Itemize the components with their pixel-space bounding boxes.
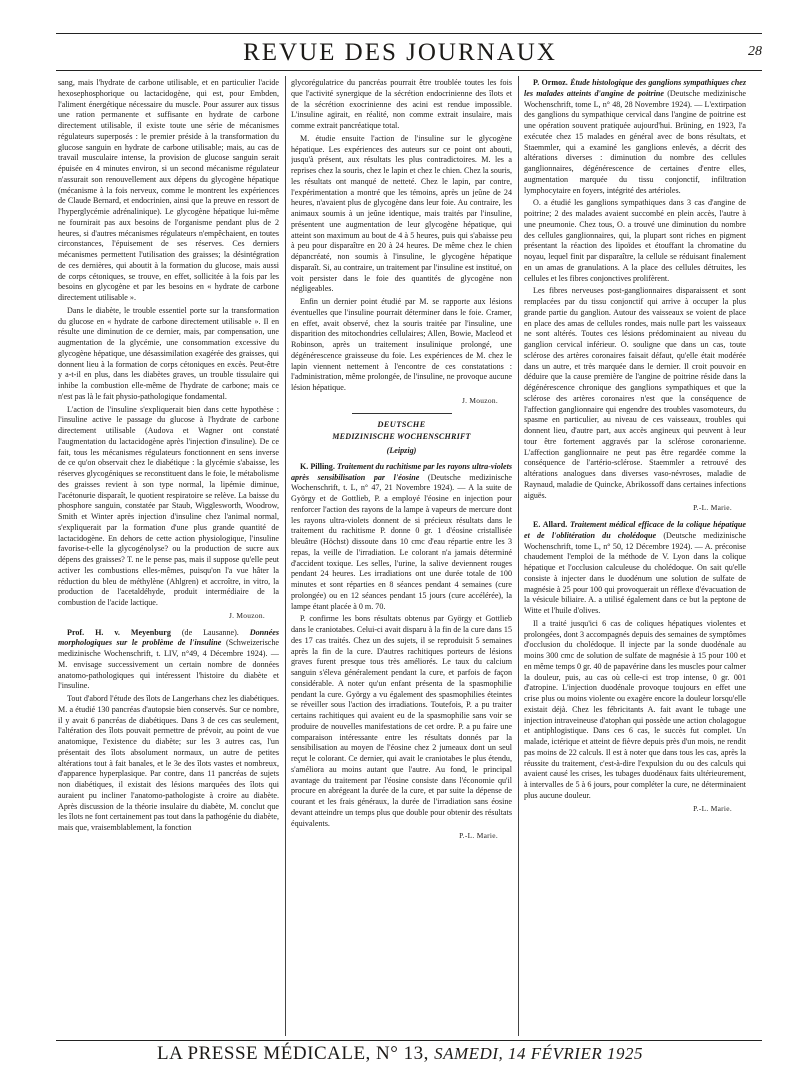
col3-article-2-ref: (Deutsche medizinische Wochenschrift, tome L, n° 50, 12 Décembre 1924). — A. préconise chaudement l'emploi de la méthode de V. Lyon dans la colique hépatique et l'occlusion calculeuse du cholédoque. On sait qu'elle consiste à injecter dans le duodénum une solution de sulfate de magnésie à 25 pour 100 qui provoquerait un réflexe d'évacuation de la vésicule biliaire. A. a utilisé également dans ce but la peptone de Witte et l'huile d'olives.: [524, 530, 746, 615]
column-1: [58, 78, 279, 1040]
col2-article-ref: (Deutsche medizinische Wochenschrift, t. L, n° 47, 21 Novembre 1924). — A la suite de Györgу et de Gottlieb, P. a employé l'éosine en injection pour renforcer l'action des rayons de la lampe à vapeurs de mercure dont les rayons ultra-violets donnent de si précieux résultats dans le traitement du rachitisme P. donne 0 gr. 1 d'éosine cristallisée bleuâtre (Höchst) dissoute dans 10 cmc d'eau répartie entre les 3 repas, la veille de l'irradiation. Le colorant n'a jamais déterminé d'accident toxique. Les selles, l'urine, la salive deviennent rouges pendant 24 heures. Les irradiations ont une durée totale de 100 minutes et sont réparties en 8 séances pendant 4 semaines (cure prolongée) ou en 12 séances pendant 15 jours (cure accélérée), la lampe étant placée à 0 m. 70.: [291, 472, 512, 611]
col2-paragraph-1: glycorégulatrice du pancréas pourrait être troublée toutes les fois que l'activité synergique de la sécrétion endocrinienne des îlots et de la sécrétion exocrinienne des acini est rendue impossible. L'insuline agirait, en réalité, non comme extrait insulaire, mais comme extrait pancréatique total.: [291, 78, 512, 130]
col3-paragraph-2: Les fibres nerveuses post-ganglionnaires disparaissent et sont remplacées par du tissu conjonctif qui arrive à occuper la plus grande partie du ganglion. Autour des vaisseaux se voient de place en place des amas de cellules rondes, mais nulle part les vaisseaux ne sont altérés. Toutes ces lésions prédominaient au niveau du ganglion cervical inférieur. O. souligne que dans un cas, toute sclérose des artères coronaires faisait défaut, qu'elle était modérée dans un autre, et très marquée dans le dernier. Il croit pouvoir en déduire que la cause première de l'angine de poitrine réside dans la dégénérescence chronique des ganglions sympathiques et que la sclérose des artères coronaires n'est que la conséquence de l'affection ganglionnaire qui engendre des troubles vasomoteurs, du spasme en particulier, au niveau de ces vaisseaux, troubles qui donnent lieu, d'autre part, aux accès angineux qui peuvent à leur tour être fortement aggravés par la sclérose coronarienne. L'affection ganglionnaire ne peut pas être regardée comme la conséquence de l'artério-sclérose. Staemmler a retrouvé des altérations analogues dans diverses vaso-névroses, maladie de Raynaud, maladie de Quincke, Abrikossoff dans certaines infections aiguës.: [524, 286, 746, 500]
col2-section-title-2: MEDIZINISCHE WOCHENSCHRIFT: [332, 432, 471, 442]
col3-signature-1: P.-L. Marie.: [693, 503, 732, 513]
col2-article-head: [291, 462, 512, 613]
column-separator-1: [285, 76, 286, 1036]
col1-paragraph-3: L'action de l'insuline s'expliquerait bien dans cette hypothèse : l'insuline active le passage du glucose à l'hydrate de carbone directement utilisable (Audova et Wagner ont constaté l'augmentation du lactacidogène après l'injection d'insuline). De ce fait, tous les mécanismes régulateurs fonctionnent en sens inverse de ce qu'on observait chez le diabétique : la glycémie s'abaisse, les réserves glycogéniques se reconstituent dans le foie, le métabolisme des graisses revient à son type normal, la lipémie diminue, l'acétonurie disparaît, le quotient respiratoire se relève. La baisse du phosphore sanguin, constatée par Staub, Wigglesworth, Woodrow, Smith et Winter après injection d'insuline chez l'animal normal, s'expliquerait par la formation d'une plus grande quantité de lactacidogène. En dehors de cette action physiologique, l'insuline favorise-t-elle la glycogénolyse? ou la production de sucre aux dépens des graisses? T. ne le pense pas, mais il suppose qu'elle peut activer les combustions elles-mêmes, puisqu'on l'a vue hâter la réduction du bleu de méthylène (Ahlgren) et accroître, in vitro, la production de l'acetaldéhyde, produit intermédiaire de la combustion de l'acide lactique.: [58, 404, 279, 607]
column-2: [291, 78, 512, 1040]
col2-section-title: DEUTSCHE: [377, 419, 426, 429]
col1-signature-1: J. Mouzon.: [228, 610, 265, 620]
col2-section-rule: [352, 413, 452, 414]
col1-article-2-head: [58, 628, 279, 693]
col1-article-2-title: Données morphologiques sur le problème de l'insuline: [58, 627, 279, 648]
col3-paragraph-3: Il a traité jusqu'ici 6 cas de coliques hépatiques violentes et prolongées, dont 3 accompagnés depuis des semaines de symptômes d'occlusion du cholédoque. Il injecte par la sonde duodénale au moins 300 cmc de solution de sulfate de magnésie à 15 pour 100 et en même temps 0 gr. 40 de papavérine dans les muscles pour calmer la douleur, puis, au cas où celle-ci est trop intense, 0 gr. 001 d'atropine. L'injection duodénale provoque toujours en effet une crise plus ou moins violente ou exagère encore la douleur lorsqu'elle existait déjà. Chez les fébricitants A. fait avant le tubage une injection intraveineuse d'atophan qui possède une action cholagogue et antiphlogistique. Dans ces 6 cas, le succès fut complet. Un malade, ictérique et atteint de fièvre depuis près d'un mois, ne rendit pas moins de 22 calculs. Il est à noter que dans tous les cas, après la réussite du traitement, c'est-à-dire l'expulsion du ou des calculs qui avaient causé les crises, les tubages duodénaux faits ultérieurement, à intervalles de 5 à 6 jours, pour compléter la cure, ne déterminaient plus aucune douleur.: [524, 618, 746, 800]
col1-paragraph-4: Tout d'abord l'étude des îlots de Langerhans chez les diabétiques. M. a étudié 130 pancréas d'autopsie bien conservés. Sur ce nombre, il y avait 6 pancréas de diabétiques. Dans 3 de ces cas seulement, l'altération des îlots pouvait permettre de prévoir, au point de vue anatomique, l'existence du diabète; sur les 3 autres cas, l'un présentait des îlots absolument normaux, un autre de petites altérations tout à fait banales, et le 3e des îlots vastes et nombreux, d'apparence hyperplasique. Par contre, dans 11 pancréas de sujets non diabétiques, il existait des lésions marquées des îlots qui auraient pu incliner l'anatomo-pathologiste à croire au diabète. Après discussion de la théorie insulaire du diabète, M. conclut que les îlots ne font certainement pas tout dans la pathogénie du diabète, mais que, vraisemblablement, la fonction: [58, 694, 279, 832]
column-separator-2: [518, 76, 519, 1036]
col1-paragraph-2: Dans le diabète, le trouble essentiel porte sur la transformation du glucose en « hydrate de carbone directement utilisable ». Il en résulte une diminution de ce dernier, mais, par compensation, une augmentation de la glycémie, une consommation excessive du glycogène hépatique, une désassimilation exagérée des graisses, qui donnent lieu à la formation de corps cétoniques en excès. Peut-être y a-t-il en plus, dans les diabètes graves, un trouble tissulaire qui inhibe la combustion elle-même de l'hydrate de carbone; mais ce n'est pas là le fait physio-pathologique fondamental.: [58, 305, 279, 401]
col2-section-place: (Leipzig): [386, 446, 417, 455]
col2-paragraph-3: Enfin un dernier point étudié par M. se rapporte aux lésions éventuelles que l'insuline pourrait déterminer dans le foie. Cramer, en effet, avait observé, chez la souris traitée par l'insuline, une disparition des mitochondries cellulaires; Allen, Bowie, Macleod et Robinson, après un traitement insulinique prolongé, une dégénérescence graisseuse du foie. Les expériences de M. chez le lapin viennent nettement à l'encontre de ces constatations : l'administration, même prolongée, de l'insuline, ne provoque aucune lésion hépatique.: [291, 297, 512, 392]
col2-paragraph-2: M. étudie ensuite l'action de l'insuline sur le glycogène hépatique. Les expériences des auteurs sur ce point ont abouti, jusqu'à présent, aux résultats les plus contradictoires. M. les a reprises chez la souris, chez le lapin et chez le chien. Chez la souris, les résultats ont manqué de netteté. Chez le lapin, par contre, l'expérimentation a montré que les témoins, après un jeûne de 24 heures, n'avaient plus de glycogène dans leur foie. Au contraire, les animaux soumis à un jeûne identique, mais traités par l'insuline, présentent une augmentation de leur glycogène hépatique, qui atteint son maximum au bout de 4 à 5 heures, puis qui s'abaisse peu à peu pour disparaître en 20 à 24 heures. De même chez le chien dépancréaté, non soumis à l'insuline, le glycogène hépatique disparaît. Si, au contraire, un traitement par l'insuline est institué, on voit persister dans le foie des quantités de glycogène non négligeables.: [291, 133, 512, 294]
header-rule-top: [56, 33, 762, 34]
col1-article-2-place: (de Lausanne).: [181, 627, 239, 637]
col1-paragraph-1: sang, mais l'hydrate de carbone utilisable, et en particulier l'acide hexosephosphorique ou lactacidogène, qui est, pour Embden, l'aliment énergétique nécessaire du muscle. Pour assurer aux tissus une ration permanente et suffisante en hydrate de carbone directement utilisable, il existe toute une série de mécanismes régulateurs superposés : le premier préside à la transformation du glucose sanguin en hydrate de carbone utilisable; mais, au cas de travail musculaire intense, la provision de glucose sanguin serait épuisée en 4 minutes environ, si un second mécanisme régulateur n'assurait son renouvellement aux dépens du glycogène hépatique (mécanisme à la fois nerveux, comme le montrent les expériences de Claude Bernard, et endocrinien, ainsi que la preuve en ressort de l'hyperglycémie adrénalinique). Le glycogène hépatique lui-même ne fournirait pas aux besoins de l'organisme pendant plus de 2 heures, si d'autres mécanismes régulateurs n'empêchaient, en toutes circonstances, l'épuisement de ses réserves. Ces derniers mécanismes permettent l'utilisation des graisses; la désintégration de ces dernières, qui aboutit à la formation du glucose, mais aussi de corps cétoniques, se trouve, en effet, sollicitée à la fois par les besoins en glycogène et par les besoins en « hydrate de carbone directement utilisable ».: [58, 78, 279, 302]
page-header-title: REVUE DES JOURNAUX: [243, 39, 557, 66]
col3-article-ref: (Deutsche medizinische Wochenschrift, tome L, n° 48, 28 Novembre 1924). — L'extirpation des ganglions du sympathique cervical dans l'angine de poitrine est une opération souvent pratiquée aujourd'hui. Brüning, en 1923, l'a exécutée chez 15 malades en général avec de bons résultats, et Staemmler, qui a examiné les ganglions enlevés, a décrit des altérations diverses : diminution du nombre des cellules ganglionnaires, dégénérescence de certaines d'entre elles, augmentation marquée du tissu conjonctif, infiltration lymphocytaire en foyers, intégrité des artérioles.: [524, 88, 746, 195]
col3-signature-2: P.-L. Marie.: [693, 803, 732, 813]
col2-paragraph-4: P. confirme les bons résultats obtenus par Györgу et Gottlieb dans le craniotabes. Celui-ci avait disparu à la fin de la cure dans 15 des 17 cas traités. Chez un des sujets, il se reproduisit 5 semaines après la fin de la cure. D'autres rachitiques porteurs de lésions graves furent presque tous très améliorés. Le taux du calcium sanguin s'éleva généralement pendant la cure, et parfois de façon considérable. A noter qu'un enfant présenta de la spasmophilie pendant la cure. Györgу a vu également des spasmophilies éteintes se réveiller sous l'action des irradiations. Toutefois, P. a pu traiter certains rachitiques qui avaient eu de la spasmophilie sans voir se produire de nouvelles manifestations de cet ordre. P. a pu faire une comparaison intéressante entre les résultats donnés par la sensibilisation au moyen de l'éosine chez 2 jumeaux dont un seul reçut le colorant. Ce dernier, qui avait le craniotabes le plus étendu, s'améliora au moins autant que l'autre. Au fond, le principal avantage du traitement par l'éosine consiste dans l'économie qu'il procure en abrégeant la durée de la cure, et par suite la dépense de courant et les frais généraux, la durée de l'irradiation sans éosine devant atteindre un temps plus que double pour obtenir des résultats équivalents.: [291, 614, 512, 828]
header-rule-bottom: [56, 70, 762, 71]
col1-article-2-author: Prof. H. v. Meyenburg: [67, 627, 171, 637]
col3-article-title: Étude histologique des ganglions sympathiques chez les malades atteints d'angine de poitrine: [524, 78, 746, 98]
footer-rule: [56, 1040, 762, 1041]
col1-article-2-ref: (Schweizerische medizinische Wochenschrift, t. LIV, n°49, 4 Décembre 1924). — M. envisage successivement un certain nombre de données anatomo-pathologiques qui intéressent l'histoire du diabète et l'insuline.: [58, 638, 279, 691]
column-3: [524, 78, 746, 1040]
page-footer: [0, 1043, 800, 1065]
col2-signature-1: J. Mouzon.: [461, 395, 498, 405]
page-number: 28: [748, 44, 762, 59]
footer-date: SAMEDI, 14 FÉVRIER 1925: [434, 1044, 643, 1063]
col3-article-author: P. Ormoz.: [533, 78, 568, 87]
col3-article-2-head: [524, 520, 746, 617]
footer-journal: LA PRESSE MÉDICALE, N° 13,: [157, 1043, 429, 1064]
col3-paragraph-1: O. a étudié les ganglions sympathiques dans 3 cas d'angine de poitrine; 2 des malades avaient succombé en plein accès, l'autre à une pneumonie. Chez tous, O. a trouvé une diminution du nombre des cellules ganglionnaires, qui, la plupart sont riches en pigment présentant la réaction des lipoïdes et étouffant la chromatine du noyau, lequel finit par disparaître, la cellule se réduisant finalement en un amas de granulations. A la place des cellules détruites, les cellules et les fibres conjonctives prolifèrent.: [524, 198, 746, 283]
col3-article-2-author: E. Allard.: [533, 520, 568, 529]
col2-article-title: Traitement du rachitisme par les rayons ultra-violets après sensibilisation par l'éosine: [291, 461, 512, 482]
col3-article-2-title: Traitement médical efficace de la colique hépatique et de l'oblitération du cholédoque: [524, 520, 746, 540]
col3-article-head: [524, 78, 746, 196]
col2-signature-2: P.-L. Marie.: [459, 831, 498, 841]
col2-article-author: K. Pilling.: [300, 461, 335, 471]
